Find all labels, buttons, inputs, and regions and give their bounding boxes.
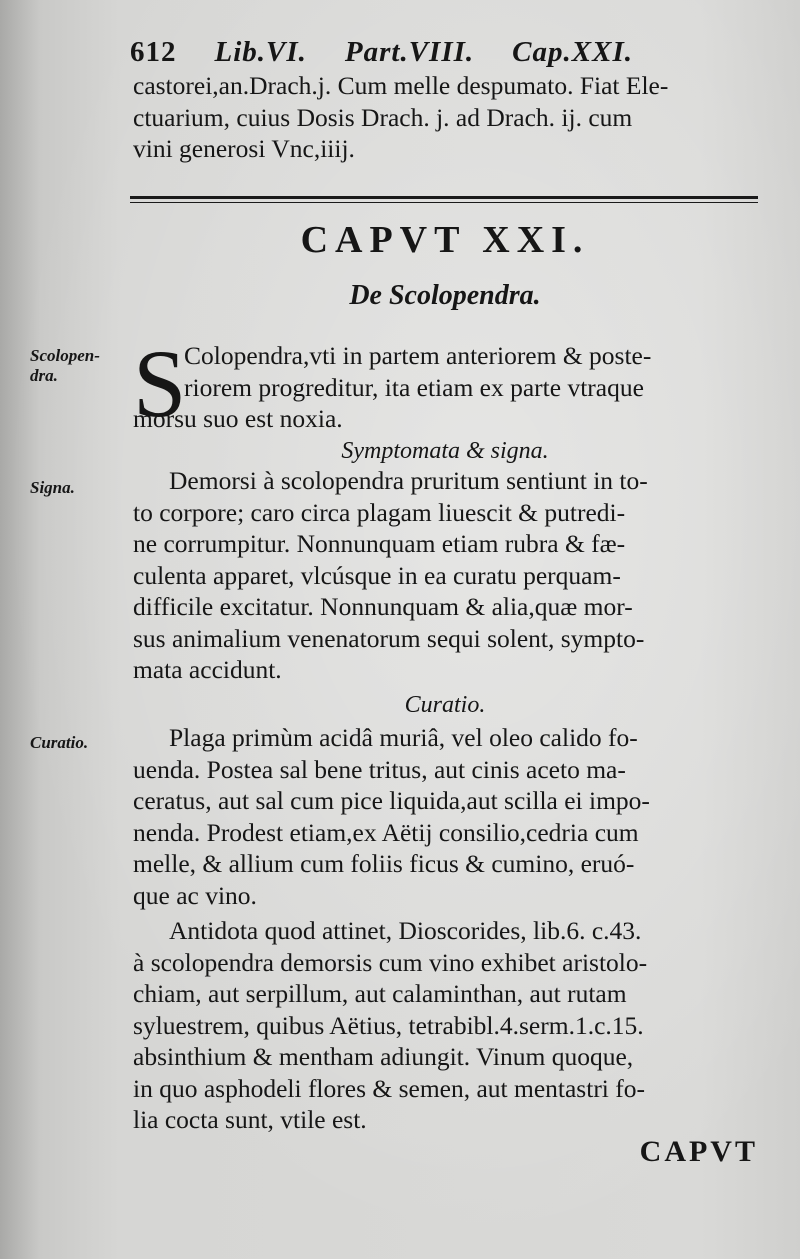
text-line: Antidota quod attinet, Dioscorides, lib.6. c.43. — [169, 916, 642, 945]
text-line: Plaga primùm acidâ muriâ, vel oleo calido fo- — [169, 723, 638, 752]
text-line: to corpore; caro circa plagam liuescit & putredi- — [133, 497, 626, 527]
text-line: ceratus, aut sal cum pice liquida,aut scilla ei impo- — [133, 786, 650, 815]
text-line: syluestrem, quibus Aëtius, tetrabibl.4.serm.1.c.15. — [133, 1010, 644, 1040]
text-line: vini generosi Vnc,iiij. — [133, 134, 355, 163]
chapter-title: CAPVT XXI. — [300, 219, 590, 261]
margin-note-signa: Signa. — [30, 478, 75, 497]
margin-note-curatio: Curatio. — [30, 733, 89, 752]
book-label: Lib.VI. — [214, 36, 307, 68]
text-line: à scolopendra demorsis cum vino exhibet aristolo- — [133, 947, 648, 977]
running-head — [130, 36, 760, 69]
carryover-text — [133, 70, 763, 165]
text-line: morsu suo est noxia. — [133, 404, 343, 433]
signa-paragraph — [133, 465, 763, 686]
text-line: nenda. Prodest etiam,ex Aëtij consilio,cedria cum — [133, 817, 639, 847]
text-line: absinthium & mentham adiungit. Vinum quoque, — [133, 1042, 634, 1071]
text-line: Demorsi à scolopendra pruritum sentiunt in to- — [169, 466, 648, 495]
page-number: 612 — [130, 36, 177, 68]
text-line: que ac vino. — [133, 880, 257, 910]
chapter-label: Cap.XXI. — [512, 36, 633, 68]
antidota-paragraph — [133, 915, 763, 1136]
part-label: Part.VIII. — [344, 36, 475, 68]
text-line: culenta apparet, vlcúsque in ea curatu perquam- — [133, 560, 621, 590]
section-rule — [130, 196, 758, 203]
curatio-paragraph — [133, 722, 763, 911]
drop-cap: S — [133, 330, 187, 437]
text-line: uenda. Postea sal bene tritus, aut cinis aceto ma- — [133, 754, 626, 784]
text-line: mata accidunt. — [133, 655, 282, 684]
text-line: ne corrumpitur. Nonnunquam etiam rubra & fæ- — [133, 529, 626, 558]
text-line: melle, & allium cum foliis ficus & cumino, eruó- — [133, 849, 635, 878]
text-line: lia cocta sunt, vtile est. — [133, 1105, 367, 1134]
section-heading-curatio: Curatio. — [404, 692, 486, 718]
text-line: castorei,an.Drach.j. Cum melle despumato. Fiat Ele- — [133, 71, 669, 100]
margin-note-scolopendra: Scolopen-dra. — [30, 346, 100, 385]
text-line: chiam, aut serpillum, aut calaminthan, aut rutam — [133, 979, 627, 1008]
catchword: CAPVT — [639, 1135, 758, 1168]
chapter-subtitle: De Scolopendra. — [349, 280, 541, 311]
text-line: riorem progreditur, ita etiam ex parte vtraque — [184, 372, 644, 402]
text-line: Colopendra,vti in partem anteriorem & poste- — [184, 341, 652, 370]
text-line: in quo asphodeli flores & semen, aut mentastri fo- — [133, 1073, 646, 1103]
section-heading-symptomata: Symptomata & signa. — [341, 438, 549, 464]
text-line: sus animalium venenatorum sequi solent, sympto- — [133, 623, 645, 653]
text-line: difficile excitatur. Nonnunquam & alia,quæ mor- — [133, 592, 633, 621]
text-line: ctuarium, cuius Dosis Drach. j. ad Drach. ij. cum — [133, 102, 633, 132]
intro-paragraph — [133, 340, 764, 435]
